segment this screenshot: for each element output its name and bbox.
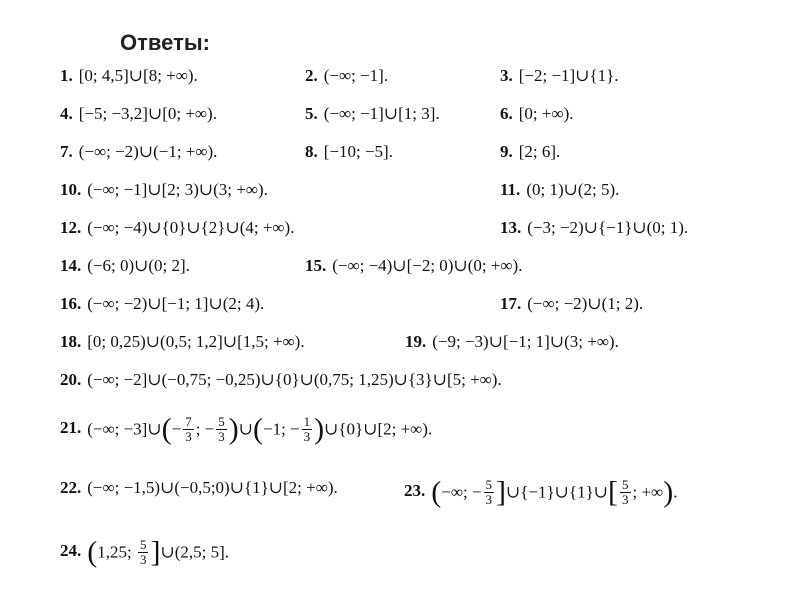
- fraction: $\frac{1}{3}$: [303, 414, 311, 444]
- answer-19: 19. (−9; −3)∪[−1; 1]∪(3; +∞).: [405, 332, 619, 351]
- bracket-close: ]: [150, 535, 161, 569]
- answer-14: 14. (−6; 0)∪(0; 2].: [60, 256, 190, 275]
- paren-open: (: [431, 475, 442, 509]
- answer-11: 11. (0; 1)∪(2; 5).: [500, 180, 620, 199]
- answer-8: 8. [−10; −5].: [305, 142, 393, 161]
- fraction: $\frac{5}{3}$: [622, 477, 629, 507]
- answer-18: 18. [0; 0,25)∪(0,5; 1,2]∪[1,5; +∞).: [60, 332, 305, 351]
- answer-23: 23. (−∞; − $\frac{5}{3}$ ]∪{−1}∪{1}∪[ $\frac{5}{3}$ ; +∞).: [404, 475, 678, 509]
- page-title: Ответы:: [120, 30, 210, 55]
- answer-16: 16. (−∞; −2)∪[−1; 1]∪(2; 4).: [60, 294, 265, 313]
- paren-open: (: [161, 412, 172, 446]
- bracket-close: ]: [496, 475, 507, 509]
- answer-13: 13. (−3; −2)∪{−1}∪(0; 1).: [500, 218, 689, 237]
- answer-15: 15. (−∞; −4)∪[−2; 0)∪(0; +∞).: [305, 256, 523, 275]
- answer-7: 7. (−∞; −2)∪(−1; +∞).: [60, 142, 218, 161]
- fraction: $\frac{5}{3}$: [218, 414, 225, 444]
- paren-open: (: [253, 412, 263, 446]
- paren-close: ): [228, 412, 239, 446]
- answer-6: 6. [0; +∞).: [500, 104, 574, 123]
- answer-3: 3. [−2; −1]∪{1}.: [500, 66, 619, 85]
- answer-9: 9. [2; 6].: [500, 142, 561, 161]
- answer-2: 2. (−∞; −1].: [305, 66, 389, 85]
- answer-12: 12. (−∞; −4)∪{0}∪{2}∪(4; +∞).: [60, 218, 295, 237]
- answer-21: 21. (−∞; −3]∪(− $\frac{7}{3}$ ; − $\frac{5}{3}$ )∪(−1; − $\frac{1}{3}$ )∪{0}∪[2; +∞).: [60, 412, 433, 446]
- answer-22: 22. (−∞; −1,5)∪(−0,5;0)∪{1}∪[2; +∞).: [60, 478, 338, 497]
- answer-17: 17. (−∞; −2)∪(1; 2).: [500, 294, 644, 313]
- answer-20: 20. (−∞; −2]∪(−0,75; −0,25)∪{0}∪(0,75; 1,25)∪{3}∪[5; +∞).: [60, 370, 502, 389]
- paren-close: ): [314, 412, 325, 446]
- answer-1: 1. [0; 4,5]∪[8; +∞).: [60, 66, 198, 85]
- fraction: $\frac{7}{3}$: [185, 414, 192, 444]
- answer-10: 10. (−∞; −1]∪[2; 3)∪(3; +∞).: [60, 180, 268, 199]
- fraction: $\frac{5}{3}$: [139, 537, 147, 567]
- answer-5: 5. (−∞; −1]∪[1; 3].: [305, 104, 440, 123]
- answer-24: 24. (1,25; $\frac{5}{3}$ ]∪(2,5; 5].: [60, 535, 230, 569]
- bracket-open: [: [608, 475, 618, 509]
- answer-4: 4. [−5; −3,2]∪[0; +∞).: [60, 104, 217, 123]
- paren-open: (: [87, 535, 98, 569]
- paren-close: ): [663, 475, 674, 509]
- fraction: $\frac{5}{3}$: [485, 477, 493, 507]
